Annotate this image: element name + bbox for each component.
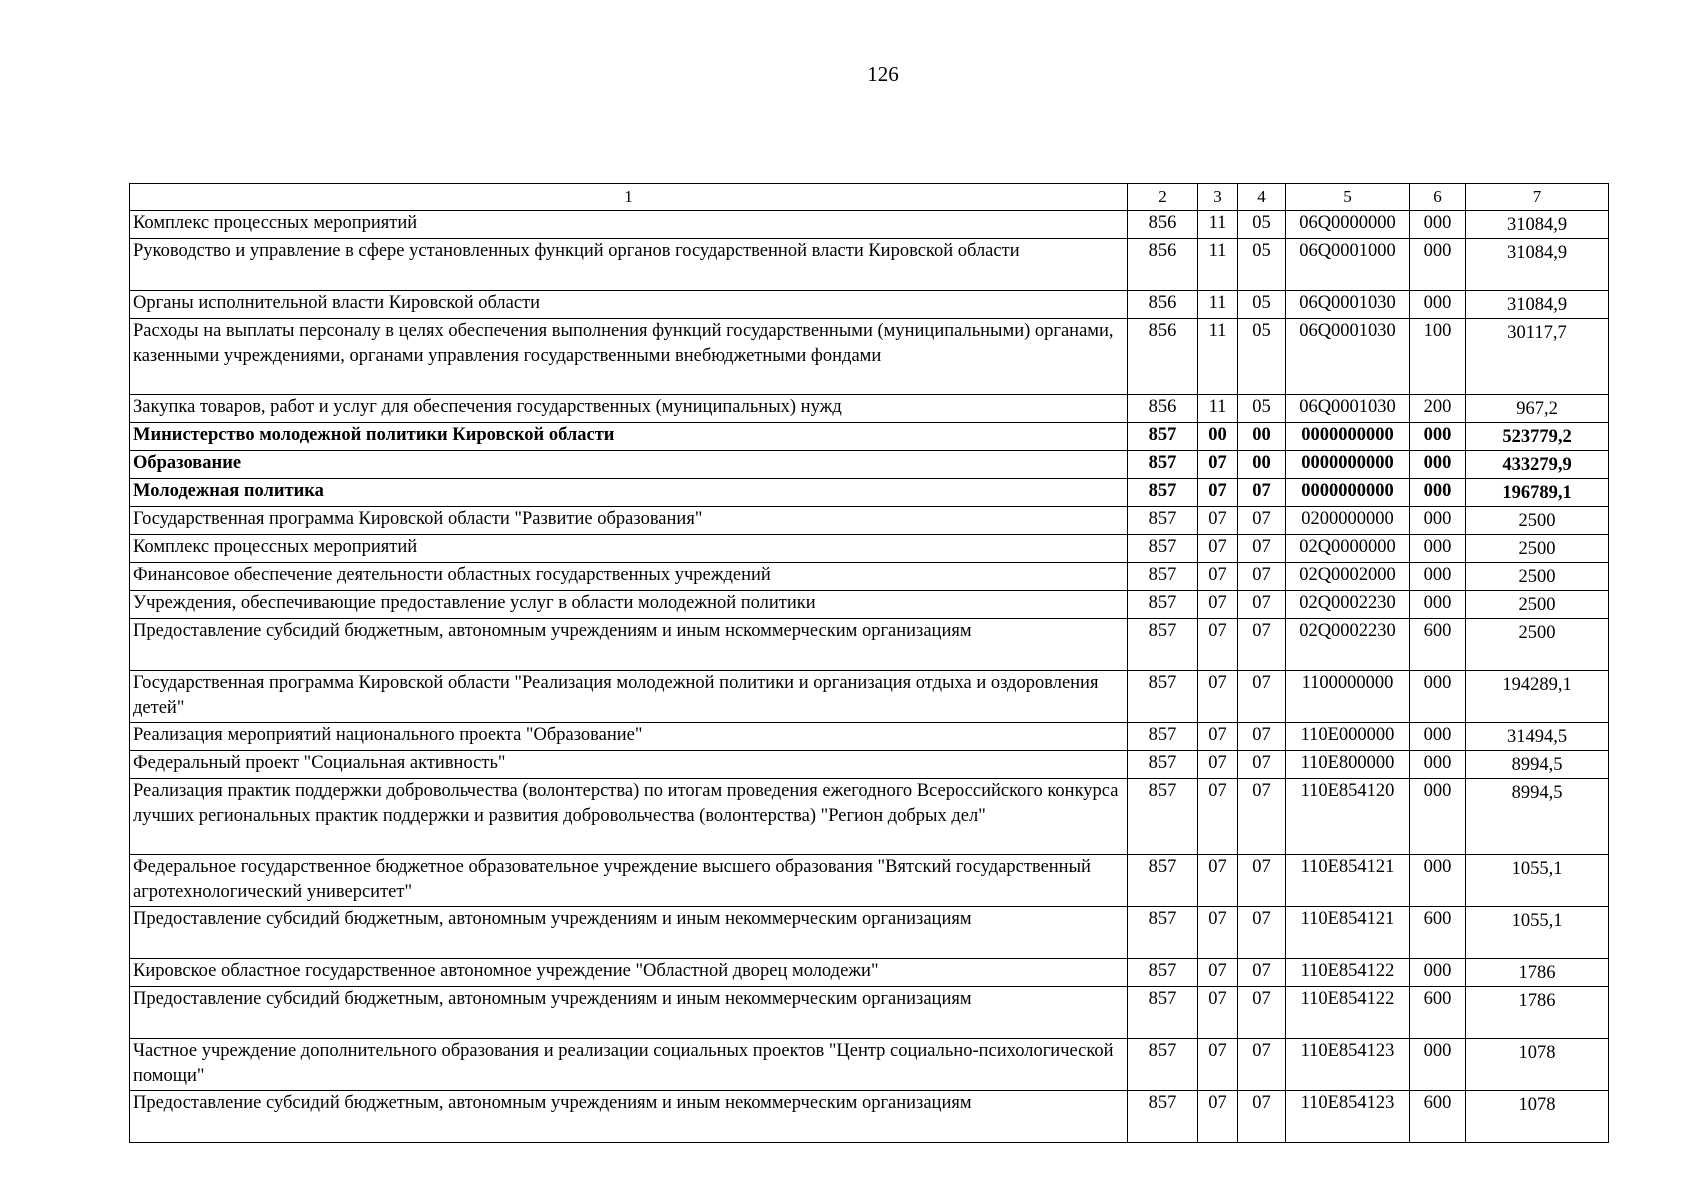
cell-col5: 110E854122 (1286, 987, 1410, 1039)
cell-col6: 200 (1410, 395, 1466, 423)
table-row (130, 907, 1609, 959)
cell-col3: 07 (1198, 907, 1238, 959)
cell-name: Предоставление субсидий бюджетным, автономным учреждениям и иным некоммерческим организациям (130, 987, 1128, 1039)
cell-col6: 600 (1410, 987, 1466, 1039)
cell-col3: 07 (1198, 563, 1238, 591)
cell-name: Частное учреждение дополнительного образования и реализации социальных проектов "Центр социально-психологической помощи" (130, 1039, 1128, 1091)
cell-col2: 856 (1128, 291, 1198, 319)
cell-col7: 2500 (1466, 535, 1609, 563)
cell-name: Государственная программа Кировской области "Развитие образования" (130, 507, 1128, 535)
cell-col5: 110E000000 (1286, 723, 1410, 751)
cell-col3: 11 (1198, 211, 1238, 239)
table-row (130, 959, 1609, 987)
cell-col7: 967,2 (1466, 395, 1609, 423)
column-header-4: 4 (1238, 184, 1286, 211)
cell-col6: 000 (1410, 723, 1466, 751)
cell-col6: 000 (1410, 479, 1466, 507)
cell-col2: 856 (1128, 239, 1198, 291)
cell-col5: 0000000000 (1286, 479, 1410, 507)
cell-col2: 857 (1128, 959, 1198, 987)
table-row (130, 619, 1609, 671)
table-row (130, 855, 1609, 907)
table-row (130, 1091, 1609, 1143)
cell-col7: 31494,5 (1466, 723, 1609, 751)
cell-col3: 07 (1198, 507, 1238, 535)
cell-col4: 07 (1238, 855, 1286, 907)
cell-col7: 1786 (1466, 959, 1609, 987)
table-row (130, 591, 1609, 619)
cell-col6: 000 (1410, 239, 1466, 291)
cell-col4: 07 (1238, 507, 1286, 535)
cell-name: Предоставление субсидий бюджетным, автономным учреждениям и иным некоммерческим организациям (130, 907, 1128, 959)
cell-col5: 06Q0001000 (1286, 239, 1410, 291)
table-row (130, 239, 1609, 291)
cell-col5: 110E854122 (1286, 959, 1410, 987)
cell-col4: 07 (1238, 751, 1286, 779)
cell-name: Государственная программа Кировской области "Реализация молодежной политики и организация отдыха и оздоровления детей" (130, 671, 1128, 723)
budget-table (129, 183, 1609, 1143)
cell-col6: 600 (1410, 1091, 1466, 1143)
cell-col6: 100 (1410, 319, 1466, 395)
cell-col7: 1055,1 (1466, 855, 1609, 907)
cell-col7: 2500 (1466, 507, 1609, 535)
cell-col2: 857 (1128, 779, 1198, 855)
cell-col7: 31084,9 (1466, 239, 1609, 291)
cell-col4: 07 (1238, 959, 1286, 987)
cell-col7: 194289,1 (1466, 671, 1609, 723)
cell-col2: 857 (1128, 987, 1198, 1039)
cell-col5: 02Q0002000 (1286, 563, 1410, 591)
cell-col2: 856 (1128, 211, 1198, 239)
cell-col7: 31084,9 (1466, 291, 1609, 319)
cell-col6: 000 (1410, 211, 1466, 239)
cell-col2: 857 (1128, 591, 1198, 619)
cell-col6: 000 (1410, 751, 1466, 779)
table-row (130, 479, 1609, 507)
table-row (130, 671, 1609, 723)
cell-col6: 000 (1410, 779, 1466, 855)
cell-col7: 1078 (1466, 1039, 1609, 1091)
cell-col6: 000 (1410, 291, 1466, 319)
cell-name: Органы исполнительной власти Кировской области (130, 291, 1128, 319)
column-header-3: 3 (1198, 184, 1238, 211)
cell-col3: 07 (1198, 619, 1238, 671)
table-row (130, 451, 1609, 479)
cell-name: Реализация мероприятий национального проекта "Образование" (130, 723, 1128, 751)
cell-col6: 000 (1410, 563, 1466, 591)
cell-col4: 07 (1238, 987, 1286, 1039)
cell-col5: 110E800000 (1286, 751, 1410, 779)
cell-col2: 857 (1128, 563, 1198, 591)
cell-col4: 07 (1238, 779, 1286, 855)
cell-name: Федеральное государственное бюджетное образовательное учреждение высшего образования "Вятский государственный агротехнологический университет" (130, 855, 1128, 907)
cell-col7: 30117,7 (1466, 319, 1609, 395)
cell-col5: 110E854123 (1286, 1091, 1410, 1143)
cell-col4: 07 (1238, 1039, 1286, 1091)
cell-name: Образование (130, 451, 1128, 479)
page-number: 126 (867, 62, 899, 86)
cell-col4: 07 (1238, 723, 1286, 751)
cell-col2: 857 (1128, 479, 1198, 507)
cell-col2: 857 (1128, 1039, 1198, 1091)
table-header-row (130, 184, 1609, 211)
cell-col7: 8994,5 (1466, 779, 1609, 855)
cell-col5: 06Q0001030 (1286, 395, 1410, 423)
cell-col6: 000 (1410, 1039, 1466, 1091)
cell-col5: 06Q0001030 (1286, 291, 1410, 319)
cell-col2: 857 (1128, 1091, 1198, 1143)
cell-col3: 07 (1198, 1091, 1238, 1143)
cell-col3: 11 (1198, 291, 1238, 319)
cell-col6: 000 (1410, 671, 1466, 723)
cell-col2: 857 (1128, 751, 1198, 779)
cell-col3: 11 (1198, 395, 1238, 423)
cell-col7: 2500 (1466, 563, 1609, 591)
column-header-7: 7 (1466, 184, 1609, 211)
cell-col5: 06Q0001030 (1286, 319, 1410, 395)
cell-col2: 857 (1128, 451, 1198, 479)
cell-col7: 2500 (1466, 619, 1609, 671)
cell-col3: 07 (1198, 959, 1238, 987)
cell-col5: 02Q0002230 (1286, 619, 1410, 671)
cell-col5: 0000000000 (1286, 451, 1410, 479)
cell-col3: 07 (1198, 1039, 1238, 1091)
column-header-2: 2 (1128, 184, 1198, 211)
cell-col4: 05 (1238, 319, 1286, 395)
cell-col7: 433279,9 (1466, 451, 1609, 479)
cell-col3: 07 (1198, 479, 1238, 507)
cell-col7: 31084,9 (1466, 211, 1609, 239)
cell-col6: 000 (1410, 451, 1466, 479)
cell-col5: 110E854121 (1286, 907, 1410, 959)
cell-name: Реализация практик поддержки добровольчества (волонтерства) по итогам проведения ежегодного Всероссийского конкурса лучших региональных практик поддержки и развития добровольчества (волонтерства) "Регион добрых дел" (130, 779, 1128, 855)
cell-col4: 05 (1238, 211, 1286, 239)
cell-col2: 856 (1128, 319, 1198, 395)
cell-col6: 000 (1410, 959, 1466, 987)
cell-col4: 00 (1238, 423, 1286, 451)
cell-col5: 110E854121 (1286, 855, 1410, 907)
table-row (130, 779, 1609, 855)
cell-col3: 00 (1198, 423, 1238, 451)
cell-col3: 07 (1198, 987, 1238, 1039)
cell-col6: 000 (1410, 423, 1466, 451)
cell-col6: 000 (1410, 507, 1466, 535)
cell-col2: 857 (1128, 907, 1198, 959)
cell-name: Руководство и управление в сфере установленных функций органов государственной власти Кировской области (130, 239, 1128, 291)
cell-name: Предоставление субсидий бюджетным, автономным учреждениям и иным нскоммерческим организациям (130, 619, 1128, 671)
cell-col4: 05 (1238, 291, 1286, 319)
cell-name: Кировское областное государственное автономное учреждение "Областной дворец молодежи" (130, 959, 1128, 987)
cell-col3: 11 (1198, 239, 1238, 291)
cell-col4: 07 (1238, 563, 1286, 591)
cell-col3: 07 (1198, 855, 1238, 907)
cell-col2: 856 (1128, 395, 1198, 423)
table-row (130, 319, 1609, 395)
cell-name: Предоставление субсидий бюджетным, автономным учреждениям и иным некоммерческим организациям (130, 1091, 1128, 1143)
cell-col7: 196789,1 (1466, 479, 1609, 507)
table-row (130, 987, 1609, 1039)
table-row (130, 723, 1609, 751)
cell-col5: 0000000000 (1286, 423, 1410, 451)
cell-col2: 857 (1128, 723, 1198, 751)
cell-col2: 857 (1128, 855, 1198, 907)
cell-col7: 1055,1 (1466, 907, 1609, 959)
cell-col4: 07 (1238, 907, 1286, 959)
cell-col4: 07 (1238, 1091, 1286, 1143)
cell-col7: 8994,5 (1466, 751, 1609, 779)
cell-col3: 07 (1198, 451, 1238, 479)
column-header-1: 1 (130, 184, 1128, 211)
cell-name: Закупка товаров, работ и услуг для обеспечения государственных (муниципальных) нужд (130, 395, 1128, 423)
cell-col4: 00 (1238, 451, 1286, 479)
table-row (130, 423, 1609, 451)
cell-col2: 857 (1128, 423, 1198, 451)
cell-col7: 2500 (1466, 591, 1609, 619)
cell-name: Молодежная политика (130, 479, 1128, 507)
table-row (130, 211, 1609, 239)
table-body (130, 184, 1609, 1143)
table-row (130, 1039, 1609, 1091)
cell-col2: 857 (1128, 671, 1198, 723)
cell-col5: 110E854123 (1286, 1039, 1410, 1091)
cell-col5: 1100000000 (1286, 671, 1410, 723)
cell-name: Финансовое обеспечение деятельности областных государственных учреждений (130, 563, 1128, 591)
cell-name: Комплекс процессных мероприятий (130, 535, 1128, 563)
table-row (130, 535, 1609, 563)
cell-col6: 000 (1410, 535, 1466, 563)
cell-col4: 05 (1238, 239, 1286, 291)
cell-col4: 07 (1238, 671, 1286, 723)
table-row (130, 291, 1609, 319)
cell-name: Комплекс процессных мероприятий (130, 211, 1128, 239)
cell-name: Федеральный проект "Социальная активность" (130, 751, 1128, 779)
cell-col5: 0200000000 (1286, 507, 1410, 535)
cell-col3: 07 (1198, 723, 1238, 751)
cell-col6: 600 (1410, 907, 1466, 959)
cell-col5: 02Q0000000 (1286, 535, 1410, 563)
cell-col6: 000 (1410, 855, 1466, 907)
cell-col5: 02Q0002230 (1286, 591, 1410, 619)
cell-col2: 857 (1128, 507, 1198, 535)
cell-col3: 07 (1198, 591, 1238, 619)
table-row (130, 563, 1609, 591)
cell-col7: 1078 (1466, 1091, 1609, 1143)
cell-col2: 857 (1128, 619, 1198, 671)
cell-col5: 06Q0000000 (1286, 211, 1410, 239)
cell-col4: 07 (1238, 479, 1286, 507)
column-header-6: 6 (1410, 184, 1466, 211)
cell-col5: 110E854120 (1286, 779, 1410, 855)
cell-col4: 07 (1238, 619, 1286, 671)
cell-col3: 11 (1198, 319, 1238, 395)
table-row (130, 507, 1609, 535)
cell-name: Расходы на выплаты персоналу в целях обеспечения выполнения функций государственными (муниципальными) органами, казенными учреждениями, органами управления государственными внебюджетными фондами (130, 319, 1128, 395)
table-row (130, 395, 1609, 423)
cell-col7: 1786 (1466, 987, 1609, 1039)
cell-col2: 857 (1128, 535, 1198, 563)
cell-col3: 07 (1198, 751, 1238, 779)
cell-col6: 600 (1410, 619, 1466, 671)
cell-col3: 07 (1198, 535, 1238, 563)
cell-col6: 000 (1410, 591, 1466, 619)
cell-col7: 523779,2 (1466, 423, 1609, 451)
cell-col4: 07 (1238, 535, 1286, 563)
cell-col4: 05 (1238, 395, 1286, 423)
cell-name: Министерство молодежной политики Кировской области (130, 423, 1128, 451)
table-row (130, 751, 1609, 779)
cell-col3: 07 (1198, 671, 1238, 723)
cell-name: Учреждения, обеспечивающие предоставление услуг в области молодежной политики (130, 591, 1128, 619)
cell-col3: 07 (1198, 779, 1238, 855)
cell-col4: 07 (1238, 591, 1286, 619)
column-header-5: 5 (1286, 184, 1410, 211)
